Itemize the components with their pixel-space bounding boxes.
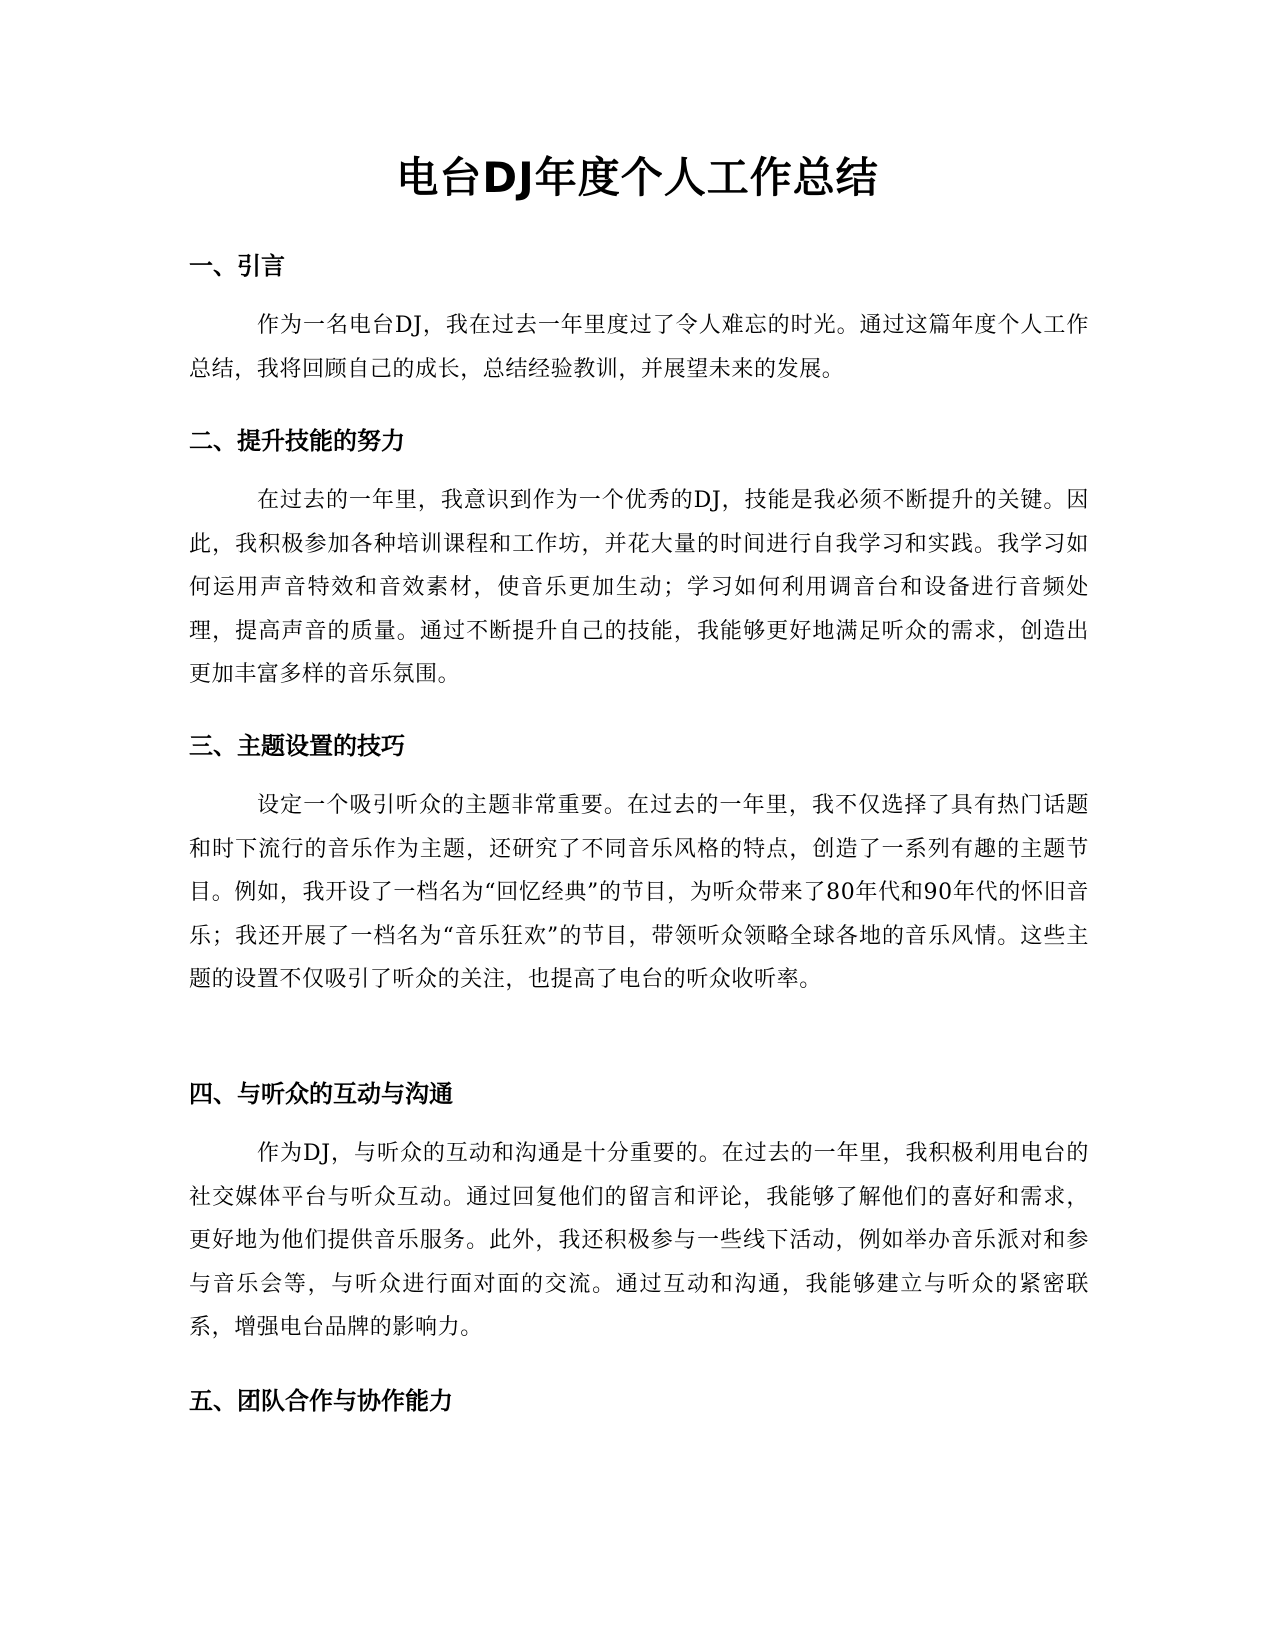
section-heading: 一、引言 xyxy=(189,252,285,280)
section-paragraph: 作为DJ，与听众的互动和沟通是十分重要的。在过去的一年里，我积极利用电台的社交媒体平台与听众互动。通过回复他们的留言和评论，我能够了解他们的喜好和需求，更好地为他们提供音乐服务。此外，我还积极参与一些线下活动，例如举办音乐派对和参与音乐会等，与听众进行面对面的交流。通过互动和沟通，我能够建立与听众的紧密联系，增强电台品牌的影响力。 xyxy=(189,1141,1089,1340)
section-skill-improvement xyxy=(189,425,1089,697)
section-theme-setting xyxy=(189,730,1089,1002)
section-introduction xyxy=(189,250,1089,391)
section-heading: 三、主题设置的技巧 xyxy=(189,732,405,760)
section-audience-interaction xyxy=(189,1078,1089,1350)
section-paragraph: 作为一名电台DJ，我在过去一年里度过了令人难忘的时光。通过这篇年度个人工作总结，我将回顾自己的成长，总结经验教训，并展望未来的发展。 xyxy=(189,313,1089,382)
document-title: 电台DJ年度个人工作总结 xyxy=(396,153,879,202)
section-teamwork xyxy=(189,1385,1089,1417)
section-heading: 二、提升技能的努力 xyxy=(189,427,405,455)
section-paragraph: 设定一个吸引听众的主题非常重要。在过去的一年里，我不仅选择了具有热门话题和时下流行的音乐作为主题，还研究了不同音乐风格的特点，创造了一系列有趣的主题节目。例如，我开设了一档名为“回忆经典”的节目，为听众带来了80年代和90年代的怀旧音乐；我还开展了一档名为“音乐狂欢”的节目，带领听众领略全球各地的音乐风情。这些主题的设置不仅吸引了听众的关注，也提高了电台的听众收听率。 xyxy=(189,793,1089,992)
section-heading: 五、团队合作与协作能力 xyxy=(189,1387,453,1415)
section-heading: 四、与听众的互动与沟通 xyxy=(189,1080,453,1108)
section-paragraph: 在过去的一年里，我意识到作为一个优秀的DJ，技能是我必须不断提升的关键。因此，我积极参加各种培训课程和工作坊，并花大量的时间进行自我学习和实践。我学习如何运用声音特效和音效素材，使音乐更加生动；学习如何利用调音台和设备进行音频处理，提高声音的质量。通过不断提升自己的技能，我能够更好地满足听众的需求，创造出更加丰富多样的音乐氛围。 xyxy=(189,488,1089,687)
